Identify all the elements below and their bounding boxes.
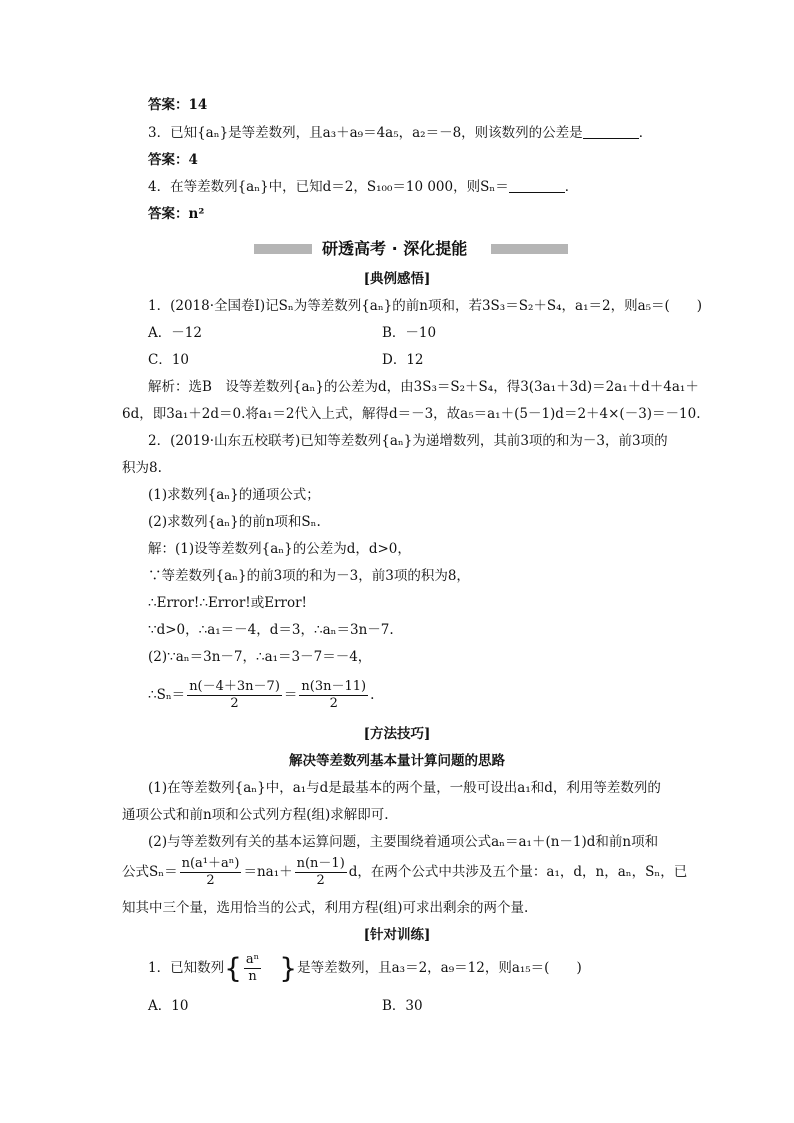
option-b: B．－10 [382,325,437,341]
solution-2-line-5: (2)∵aₙ＝3n－7，∴a₁＝3－7＝－4， [148,649,372,665]
training-heading: [针对训练] [363,927,431,943]
example-problem-1: 1．(2018·全国卷Ⅰ)记Sₙ为等差数列{aₙ}的前n项和，若3S₃＝S₂＋S₄，a₁＝2，则a₅＝( ) [148,298,703,314]
answer-blank [509,178,565,193]
left-brace: { [224,951,242,985]
answer-blank [583,124,639,139]
banner-bar-left [254,244,312,254]
example-problem-2-cont: 积为8. [122,460,162,476]
fraction: $\frac{\text{aⁿ}}{n}$ [245,952,260,984]
fraction: $\frac{n(-4+3n-7)}{2}$ [189,679,280,711]
solution-2-line-1: 解：(1)设等差数列{aₙ}的公差为d，d>0， [148,541,411,557]
training-options-ab [0,993,794,1019]
method-point-2: (2)与等差数列有关的基本运算问题，主要围绕着通项公式aₙ＝a₁＋(n－1)d和前n项和 [148,834,659,850]
problem-2-part-2: (2)求数列{aₙ}的前n项和Sₙ. [148,514,321,530]
right-brace: } [279,951,298,985]
method-sum-formula: 公式Sₙ＝ $\frac{\text{n(a¹＋aⁿ)}}{2}$ ＝na₁＋ $\frac{n(n-1)}{2}$ d，在两个公式中共涉及五个量：a₁，d，n，aₙ，Sₙ，已 [122,856,688,888]
option-b: B．30 [382,998,423,1014]
method-point-2-cont: 知其中三个量，选用恰当的公式，利用方程(组)可求出剩余的两个量. [122,900,529,916]
example-heading: [典例感悟] [363,271,431,287]
training-problem-1: 1．已知数列{ $\frac{\text{aⁿ}}{n}$ }是等差数列，且a₃＝2，a₉＝12，则a₁₅＝( ) [148,951,582,985]
fraction: $\frac{n(n-1)}{2}$ [296,856,345,888]
solution-1-line-1: 解析：选B 设等差数列{aₙ}的公差为d，由3S₃＝S₂＋S₄，得3(3a₁＋3d)＝2a₁＋d＋4a₁＋ [148,379,699,395]
answer-14: 答案：14 [148,97,208,113]
options-ab [0,320,794,346]
question-3: 3．已知{aₙ}是等差数列，且a₃＋a₉＝4a₅，a₂＝－8，则该数列的公差是 ． [148,125,653,141]
method-point-1-cont: 通项公式和前n项和公式列方程(组)求解即可. [122,807,389,823]
banner-title: 研透高考 · 深化提能 [322,239,468,258]
solution-2-line-4: ∵d>0，∴a₁＝－4，d＝3，∴aₙ＝3n－7. [148,622,394,638]
options-cd [0,347,794,373]
option-a: A．10 [148,998,189,1014]
fraction: $\frac{n(3n-11)}{2}$ [301,679,367,711]
solution-2-sum-formula: ∴Sₙ＝ $\frac{n(-4+3n-7)}{2}$ ＝ $\frac{n(3n-11)}{2}$ . [148,679,375,711]
answer-n2: 答案：n² [148,206,205,222]
option-a: A．－12 [148,325,202,341]
question-4: 4．在等差数列{aₙ}中，已知d＝2，S₁₀₀＝10 000，则Sₙ＝ ． [148,179,579,195]
method-point-1: (1)在等差数列{aₙ}中，a₁与d是最基本的两个量，一般可设出a₁和d，利用等差数列的 [148,780,661,796]
banner-bar-right [491,244,568,254]
option-d: D．12 [382,352,424,368]
solution-2-line-2: ∵等差数列{aₙ}的前3项的和为－3，前3项的积为8， [148,568,470,584]
solution-2-line-3: ∴Error!∴Error!或Error! [148,595,307,611]
solution-1-line-2: 6d，即3a₁＋2d＝0.将a₁＝2代入上式，解得d＝－3，故a₅＝a₁＋(5－1)d＝2＋4×(－3)＝－10. [122,406,701,422]
method-heading: [方法技巧] [363,726,431,742]
example-problem-2: 2．(2019·山东五校联考)已知等差数列{aₙ}为递增数列，其前3项的和为－3，前3项的 [148,433,668,449]
section-banner [0,236,794,262]
method-subtitle: 解决等差数列基本量计算问题的思路 [289,753,505,769]
answer-4: 答案：4 [148,152,198,168]
problem-2-part-1: (1)求数列{aₙ}的通项公式； [148,487,320,503]
fraction: $\frac{\text{n(a¹＋aⁿ)}}{2}$ [181,856,240,888]
option-c: C．10 [148,352,190,368]
